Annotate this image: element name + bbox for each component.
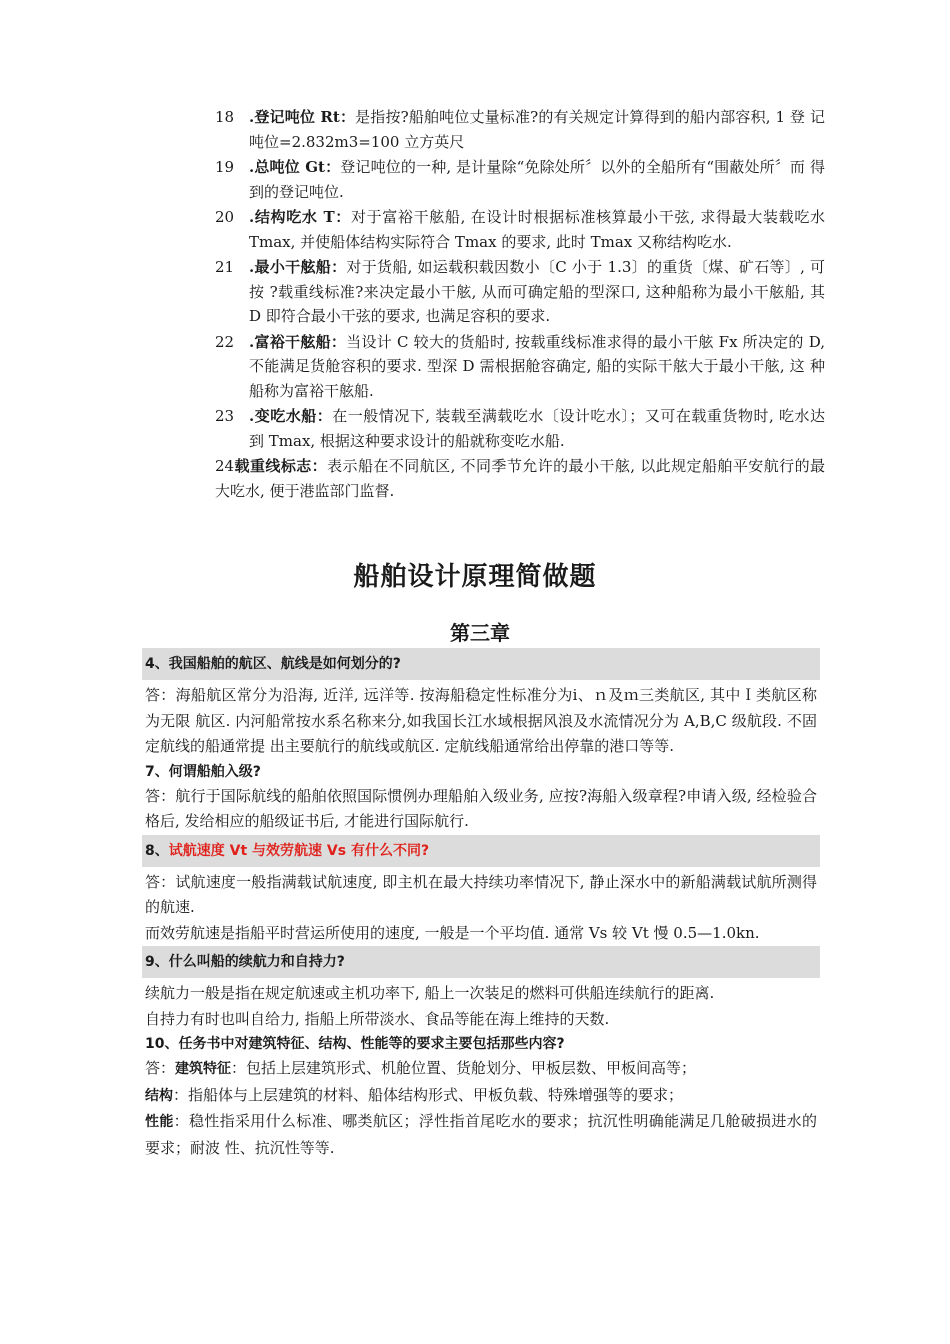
definition-term: .最小干舷船： — [249, 258, 347, 276]
answer-term: 建筑特征 — [175, 1061, 232, 1077]
question-heading: 10、任务书中对建筑特征、结构、性能等的要求主要包括那些内容? — [145, 1036, 565, 1052]
qa-block-8 — [142, 835, 820, 947]
definitions-list — [215, 105, 825, 504]
answer-text: 续航力一般是指在规定航速或主机功率下, 船上一次装足的燃料可供船连续航行的距离. — [145, 984, 715, 1002]
answer-text: 而效劳航速是指船平时营运所使用的速度, 一般是一个平均值. 通常 Vs 较 Vt 慢 0.5—1.0kn. — [145, 923, 760, 942]
definition-term: .结构吃水 T： — [249, 208, 351, 226]
qa-block-10 — [142, 1032, 820, 1161]
definition-text: 对于富裕干舷船, 在设计时根据标准核算最小干弦, 求得最大装载吃水 Tmax, 并使船体结构实际符合 Tmax 的要求, 此时 Tmax 又称结构吃水. — [249, 208, 825, 251]
definition-term: 载重线标志： — [234, 457, 328, 475]
definition-20 — [215, 205, 825, 254]
question-number: 8、 — [145, 842, 169, 859]
main-title: 船舶设计原理简做题 — [353, 562, 597, 592]
definition-text: 对于货船, 如运载积载因数小〔C 小于 1.3〕的重货〔煤、矿石等〕, 可按 ?载重线标准?来决定最小干舷, 从而可确定船的型深口, 这种船称为最小干舷船, 其 D 即符合最小干弦的要求, 也满足容积的要求. — [249, 258, 825, 325]
definition-text: 是指按?船舶吨位丈量标准?的有关规定计算得到的船内部容积, 1 登 记吨位=2.832m3=100 立方英尺 — [249, 108, 826, 151]
definition-18 — [215, 105, 825, 154]
chapter-heading: 第三章 — [450, 621, 510, 645]
answer-text: 自持力有时也叫自给力, 指船上所带淡水、食品等能在海上维持的天数. — [145, 1009, 610, 1028]
question-heading: 7、何谓船舶入级? — [145, 763, 261, 780]
definition-22 — [215, 330, 825, 404]
qa-block-7 — [142, 760, 820, 835]
definition-23 — [215, 404, 825, 453]
definition-21 — [215, 255, 825, 329]
answer-text: ：包括上层建筑形式、机舱位置、货舱划分、甲板层数、甲板间高等； — [231, 1059, 697, 1077]
answer-text: ：指船体与上层建筑的材料、船体结构形式、甲板负载、特殊增强等的要求； — [173, 1085, 684, 1104]
definition-term: .富裕干舷船： — [249, 332, 347, 351]
qa-section — [142, 648, 820, 1161]
answer-term: 结构 — [145, 1087, 173, 1104]
definition-term: .总吨位 Gt： — [249, 158, 341, 176]
definition-text: 登记吨位的一种, 是计量除“免除处所〞以外的全船所有“围蔽处所〞而 得到的登记吨位. — [249, 158, 825, 201]
definition-number: 21 — [215, 258, 235, 276]
definition-number: 23 — [215, 407, 235, 425]
definition-text: 表示船在不同航区, 不同季节允许的最小干舷, 以此规定船舶平安航行的最 大吃水, 便于港监部门监督. — [215, 457, 825, 500]
qa-block-9 — [142, 946, 820, 1032]
definition-number: 22 — [215, 332, 235, 351]
definition-text: 当设计 C 较大的货船时, 按载重线标准求得的最小干舷 Fx 所决定的 D, 不能满足货舱容积的要求. 型深 D 需根据舱容确定, 船的实际干舷大于最小干舷, 这 种船称为富裕干舷船. — [249, 332, 826, 400]
definition-term: .变吃水船： — [249, 407, 333, 425]
definition-number: 19 — [215, 158, 235, 176]
highlighted-question: 试航速度 Vt 与效劳航速 Vs 有什么不同? — [168, 842, 430, 859]
answer-text: ：稳性指采用什么标准、哪类航区；浮性指首尾吃水的要求；抗沉性明确能满足几舱破损进水的要求；耐波 性、抗沉性等等. — [145, 1112, 817, 1157]
definition-number: 24 — [215, 457, 235, 475]
definition-number: 18 — [215, 108, 235, 126]
question-heading — [142, 835, 820, 867]
answer-line-performance — [142, 1109, 820, 1161]
definition-term: .登记吨位 Rt： — [249, 108, 356, 126]
answer-text: 答：航行于国际航线的船舶依照国际惯例办理船舶入级业务, 应按?海船入级章程?申请入级, 经检验合格后, 发给相应的船级证书后, 才能进行国际航行. — [145, 786, 817, 830]
answer-line-architecture — [142, 1056, 820, 1083]
answer-text: 答：试航速度一般指满载试航速度, 即主机在最大持续功率情况下, 静止深水中的新船满载试航所测得的航速. — [145, 872, 817, 916]
answer-prefix: 答： — [145, 1059, 176, 1077]
answer-line-structure — [142, 1083, 820, 1110]
qa-block-4 — [142, 648, 820, 760]
definition-19 — [215, 155, 825, 204]
question-heading: 4、我国船舶的航区、航线是如何划分的? — [142, 648, 820, 680]
question-heading: 9、什么叫船的续航力和自持力? — [142, 946, 820, 978]
definition-text: 在一般情况下, 装载至满载吃水〔设计吃水〕；又可在载重货物时, 吃水达 到 Tmax, 根据这种要求设计的船就称变吃水船. — [249, 407, 825, 450]
answer-text: 答：海船航区常分为沿海, 近洋, 远洋等. 按海船稳定性标准分为ⅰ、ｎ及ｍ三类航区, 其中Ｉ类航区称为无限 航区. 内河船常按水系名称来分,如我国长江水域根据风浪及水流情况分为 A,B,C 级航段. 不固定航线的船通常提 出主要航行的航线或航区. 定航线船通常给出停靠的港口等等. — [145, 686, 817, 755]
answer-term: 性能 — [145, 1114, 174, 1130]
definition-24 — [215, 454, 825, 503]
definition-number: 20 — [215, 208, 235, 226]
